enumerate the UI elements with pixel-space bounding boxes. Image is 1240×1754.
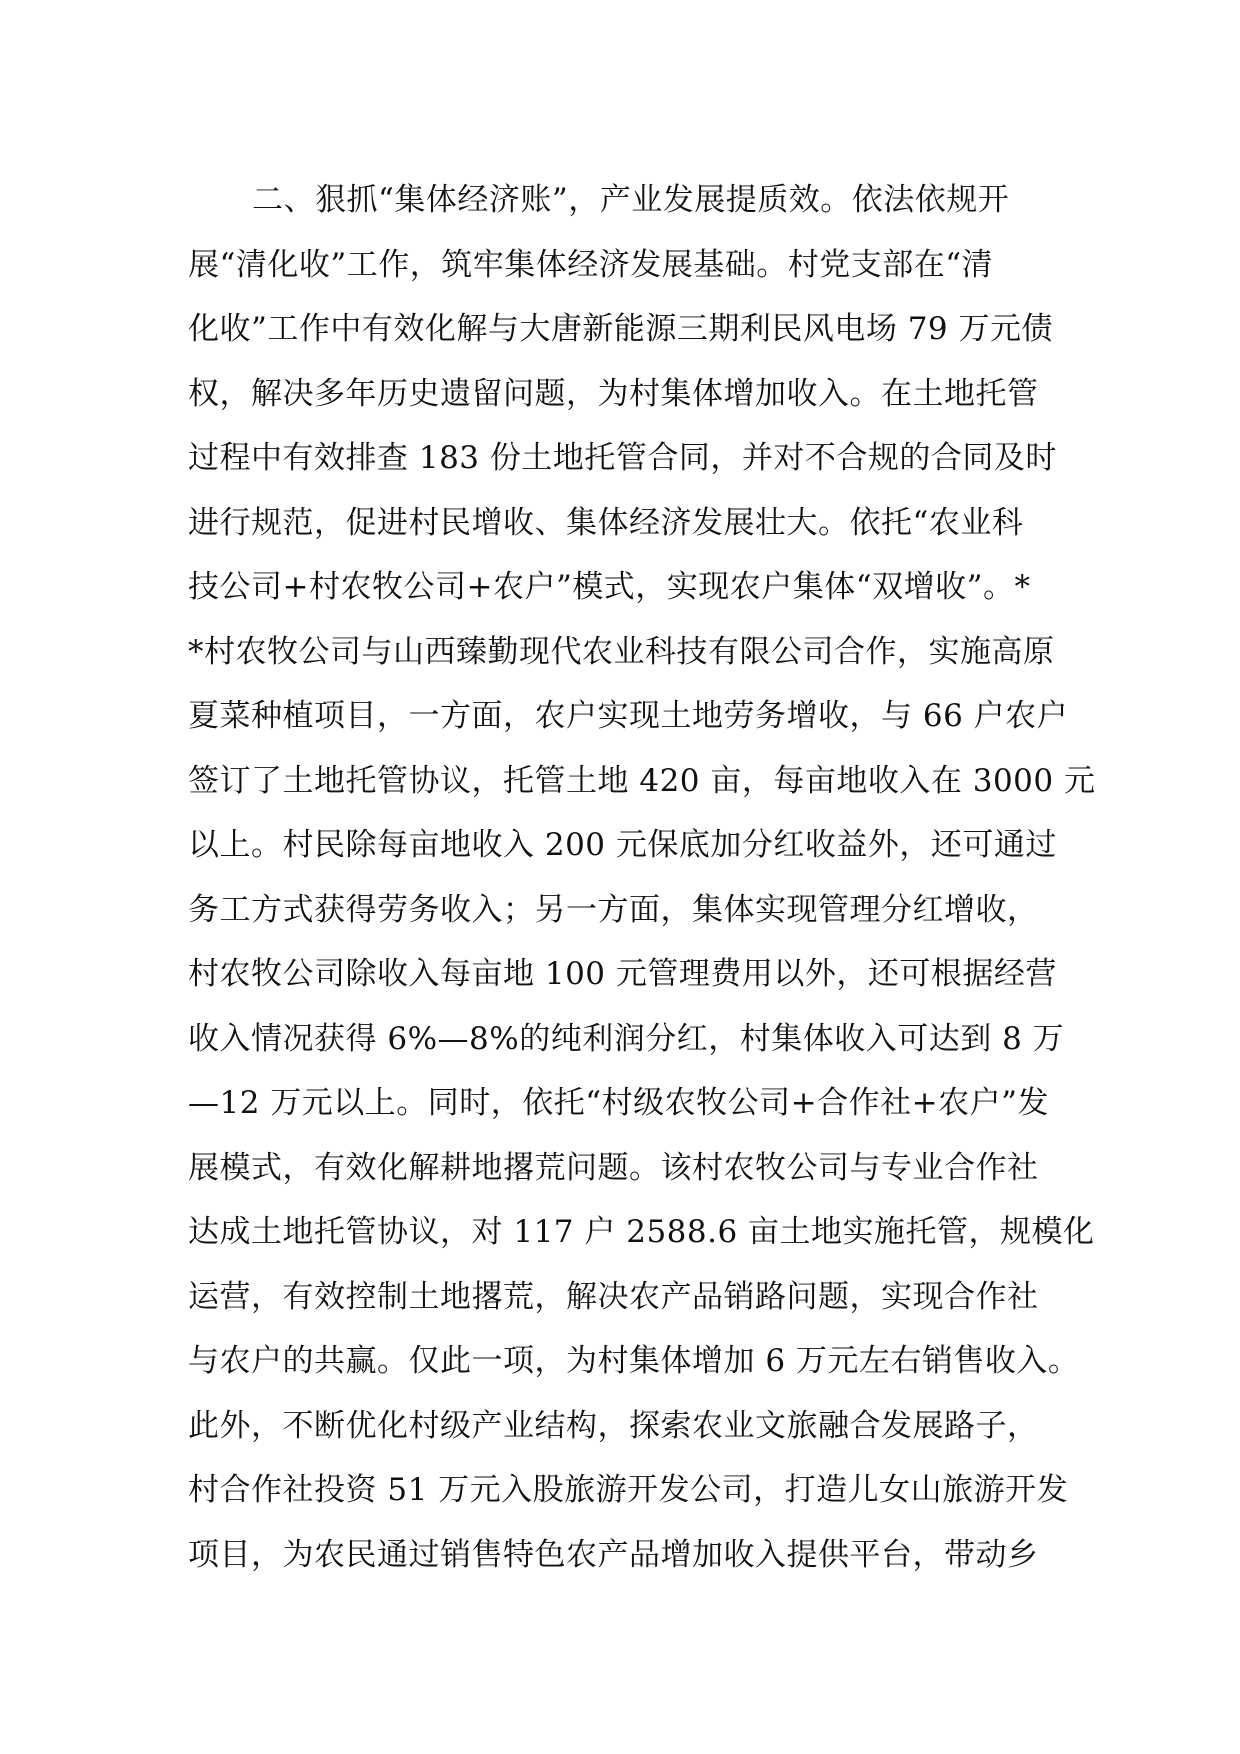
paragraph-line: 村合作社投资 51 万元入股旅游开发公司，打造儿女山旅游开发 bbox=[188, 1472, 1069, 1508]
paragraph-line: —12 万元以上。同时，依托“村级农牧公司+合作社+农户”发 bbox=[188, 1085, 1049, 1121]
paragraph-line: 项目，为农民通过销售特色农产品增加收入提供平台，带动乡 bbox=[188, 1536, 1039, 1573]
paragraph-line: 以上。村民除每亩地收入 200 元保底加分红收益外，还可通过 bbox=[188, 827, 1057, 863]
paragraph-line: 进行规范，促进村民增收、集体经济发展壮大。依托“农业科 bbox=[188, 504, 1024, 541]
paragraph-line: 村农牧公司除收入每亩地 100 元管理费用以外，还可根据经营 bbox=[188, 956, 1057, 992]
paragraph-line: 签订了土地托管协议，托管土地 420 亩，每亩地收入在 3000 元 bbox=[188, 762, 1096, 799]
paragraph-line: 展“清化收”工作，筑牢集体经济发展基础。村党支部在“清 bbox=[188, 246, 994, 283]
paragraph-line: 收入情况获得 6%—8%的纯利润分红，村集体收入可达到 8 万 bbox=[188, 1020, 1065, 1057]
paragraph-line: 二、狠抓“集体经济账”，产业发展提质效。依法依规开 bbox=[252, 182, 1010, 218]
paragraph-line: 夏菜种植项目，一方面，农户实现土地劳务增收，与 66 户农户 bbox=[188, 698, 1069, 734]
paragraph-line: *村农牧公司与山西臻勤现代农业科技有限公司合作，实施高原 bbox=[188, 633, 1055, 670]
paragraph-line: 达成土地托管协议，对 117 户 2588.6 亩土地实施托管，规模化 bbox=[188, 1214, 1095, 1250]
paragraph-line: 过程中有效排查 183 份土地托管合同，并对不合规的合同及时 bbox=[188, 440, 1057, 476]
paragraph-line: 技公司+村农牧公司+农户”模式，实现农户集体“双增收”。* bbox=[188, 569, 1031, 605]
body-paragraph bbox=[188, 168, 1096, 1587]
paragraph-line: 化收”工作中有效化解与大唐新能源三期利民风电场 79 万元债 bbox=[188, 311, 1053, 347]
paragraph-line: 与农户的共赢。仅此一项，为村集体增加 6 万元左右销售收入。 bbox=[188, 1343, 1080, 1379]
paragraph-line: 务工方式获得劳务收入；另一方面，集体实现管理分红增收， bbox=[188, 891, 1039, 928]
paragraph-line: 展模式，有效化解耕地撂荒问题。该村农牧公司与专业合作社 bbox=[188, 1149, 1039, 1186]
paragraph-line: 权，解决多年历史遗留问题，为村集体增加收入。在土地托管 bbox=[188, 375, 1039, 412]
paragraph-line: 此外，不断优化村级产业结构，探索农业文旅融合发展路子， bbox=[188, 1407, 1039, 1444]
paragraph-line: 运营，有效控制土地撂荒，解决农产品销路问题，实现合作社 bbox=[188, 1278, 1039, 1315]
